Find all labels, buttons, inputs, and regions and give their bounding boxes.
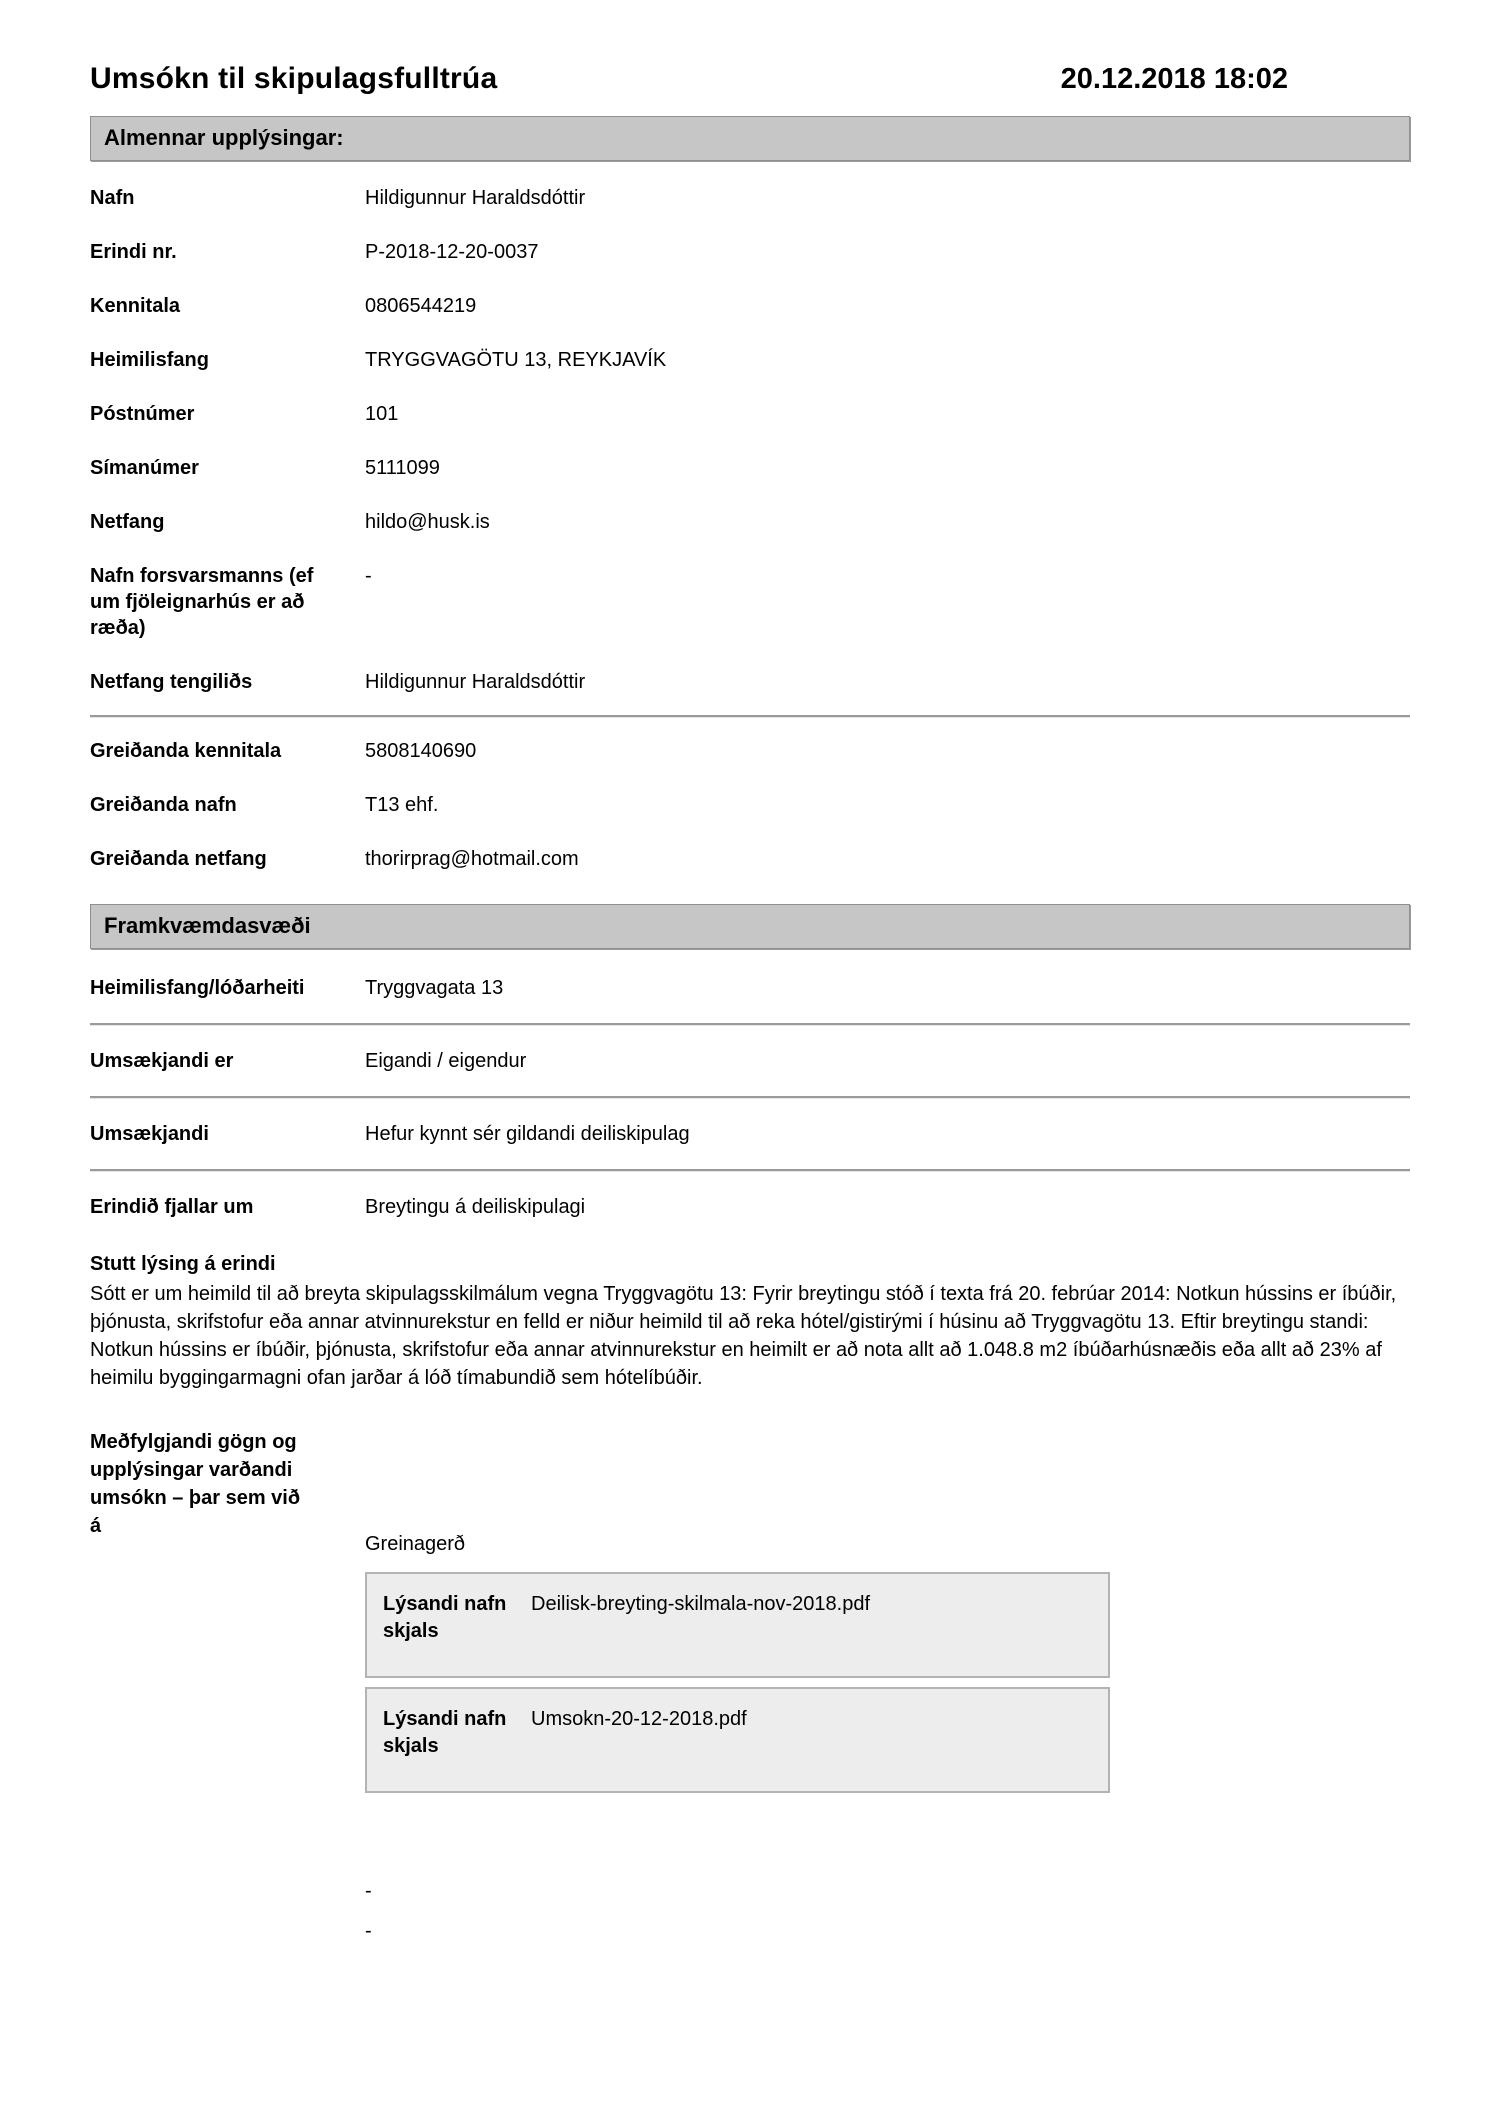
description-text: Sótt er um heimild til að breyta skipulagsskilmálum vegna Tryggvagötu 13: Fyrir breytingu stóð í texta frá 20. febrúar 2014: Notkun hússins er íbúðir, þjónusta, skrifstofur eða annar atvinnurekstur en felld er niður heimild til að reka hótel/gistirými í húsinu að Tryggvagötu 13. Eftir breytingu standi: Notkun hússins er íbúðir, þjónusta, skrifstofur eða annar atvinnurekstur en heimilt er að nota allt að 1.048.8 m2 íbúðarhúsnæðis eða allt að 23% af heimilu byggingarmagni ofan jarðar á lóð tímabundið sem hótelíbúðir. [90,1283,1397,1389]
field-value: Hefur kynnt sér gildandi deiliskipulag [365,1123,690,1145]
field-value: 5111099 [365,457,440,479]
field-row-netfang [90,495,1410,549]
timestamp: 20.12.2018 18:02 [1060,63,1288,95]
field-row-nafn [90,171,1410,225]
attachment-file-name: Deilisk-breyting-skilmala-nov-2018.pdf [531,1593,871,1615]
field-row-postnumer [90,387,1410,441]
dash-line: - [365,1920,372,1942]
section-divider [90,1096,1410,1099]
field-row-heimilisfang [90,333,1410,387]
attachments-section [90,1428,1410,1951]
field-row-umsaekjandi [90,1105,1410,1163]
field-row-greidanda-kennitala [90,724,1410,778]
field-row-kennitala [90,279,1410,333]
section-divider [90,1023,1410,1026]
field-value: P-2018-12-20-0037 [365,241,539,263]
field-value: Breytingu á deiliskipulagi [365,1196,586,1218]
field-label: Netfang [90,511,165,533]
section-divider [90,715,1410,718]
dash-line: - [365,1880,372,1902]
attachment-box [365,1687,1110,1793]
attachment-box [365,1572,1110,1678]
attachment-file-label: Lýsandi nafn skjals [383,1708,507,1757]
field-label: Erindið fjallar um [90,1196,254,1218]
field-row-umsaekjandi-er [90,1032,1410,1090]
field-value: thorirprag@hotmail.com [365,848,579,870]
field-label: Greiðanda kennitala [90,740,282,762]
field-label: Greiðanda netfang [90,848,267,870]
field-label: Netfang tengiliðs [90,671,253,693]
description-label: Stutt lýsing á erindi [90,1253,276,1275]
empty-fields [365,1871,1110,1951]
field-value: Hildigunnur Haraldsdóttir [365,671,586,693]
field-label: Nafn [90,187,135,209]
description-section [90,1250,1410,1392]
field-label: Umsækjandi [90,1123,209,1145]
attachments-content [365,1428,1110,1951]
document-header [90,62,1410,96]
field-row-forsvarsmanns [90,549,1410,655]
field-label: Póstnúmer [90,403,195,425]
field-label: Símanúmer [90,457,199,479]
field-row-lodarheiti [90,959,1410,1017]
project-section [90,959,1410,1236]
field-value: - [365,565,372,587]
field-value: Eigandi / eigendur [365,1050,527,1072]
attachments-label: Meðfylgjandi gögn og upplýsingar varðandi umsókn – þar sem við á [90,1431,301,1537]
field-value: Tryggvagata 13 [365,977,504,999]
field-label: Greiðanda nafn [90,794,237,816]
general-info-section [90,171,1410,886]
section-divider [90,1169,1410,1172]
field-value: T13 ehf. [365,794,439,816]
attachment-group-title: Greinagerð [365,1533,466,1555]
field-label: Heimilisfang [90,349,209,371]
field-row-netfang-tengilids [90,655,1410,709]
field-label: Heimilisfang/lóðarheiti [90,977,305,999]
page-title: Umsókn til skipulagsfulltrúa [90,62,498,95]
section-header-general: Almennar upplýsingar: [90,116,1410,161]
field-row-erindi-nr [90,225,1410,279]
field-row-erindid-fjallar-um [90,1178,1410,1236]
field-value: TRYGGVAGÖTU 13, REYKJAVÍK [365,349,667,371]
section-header-project: Framkvæmdasvæði [90,904,1410,949]
field-label: Umsækjandi er [90,1050,234,1072]
attachment-file-name: Umsokn-20-12-2018.pdf [531,1708,747,1730]
field-value: 5808140690 [365,740,477,762]
field-label: Erindi nr. [90,241,177,263]
field-label: Nafn forsvarsmanns (ef um fjöleignarhús er að ræða) [90,565,314,639]
field-row-simanumer [90,441,1410,495]
field-value: Hildigunnur Haraldsdóttir [365,187,586,209]
field-value: 0806544219 [365,295,477,317]
field-row-greidanda-nafn [90,778,1410,832]
field-label: Kennitala [90,295,181,317]
field-value: hildo@husk.is [365,511,490,533]
attachment-file-label: Lýsandi nafn skjals [383,1593,507,1642]
field-row-greidanda-netfang [90,832,1410,886]
field-value: 101 [365,403,399,425]
